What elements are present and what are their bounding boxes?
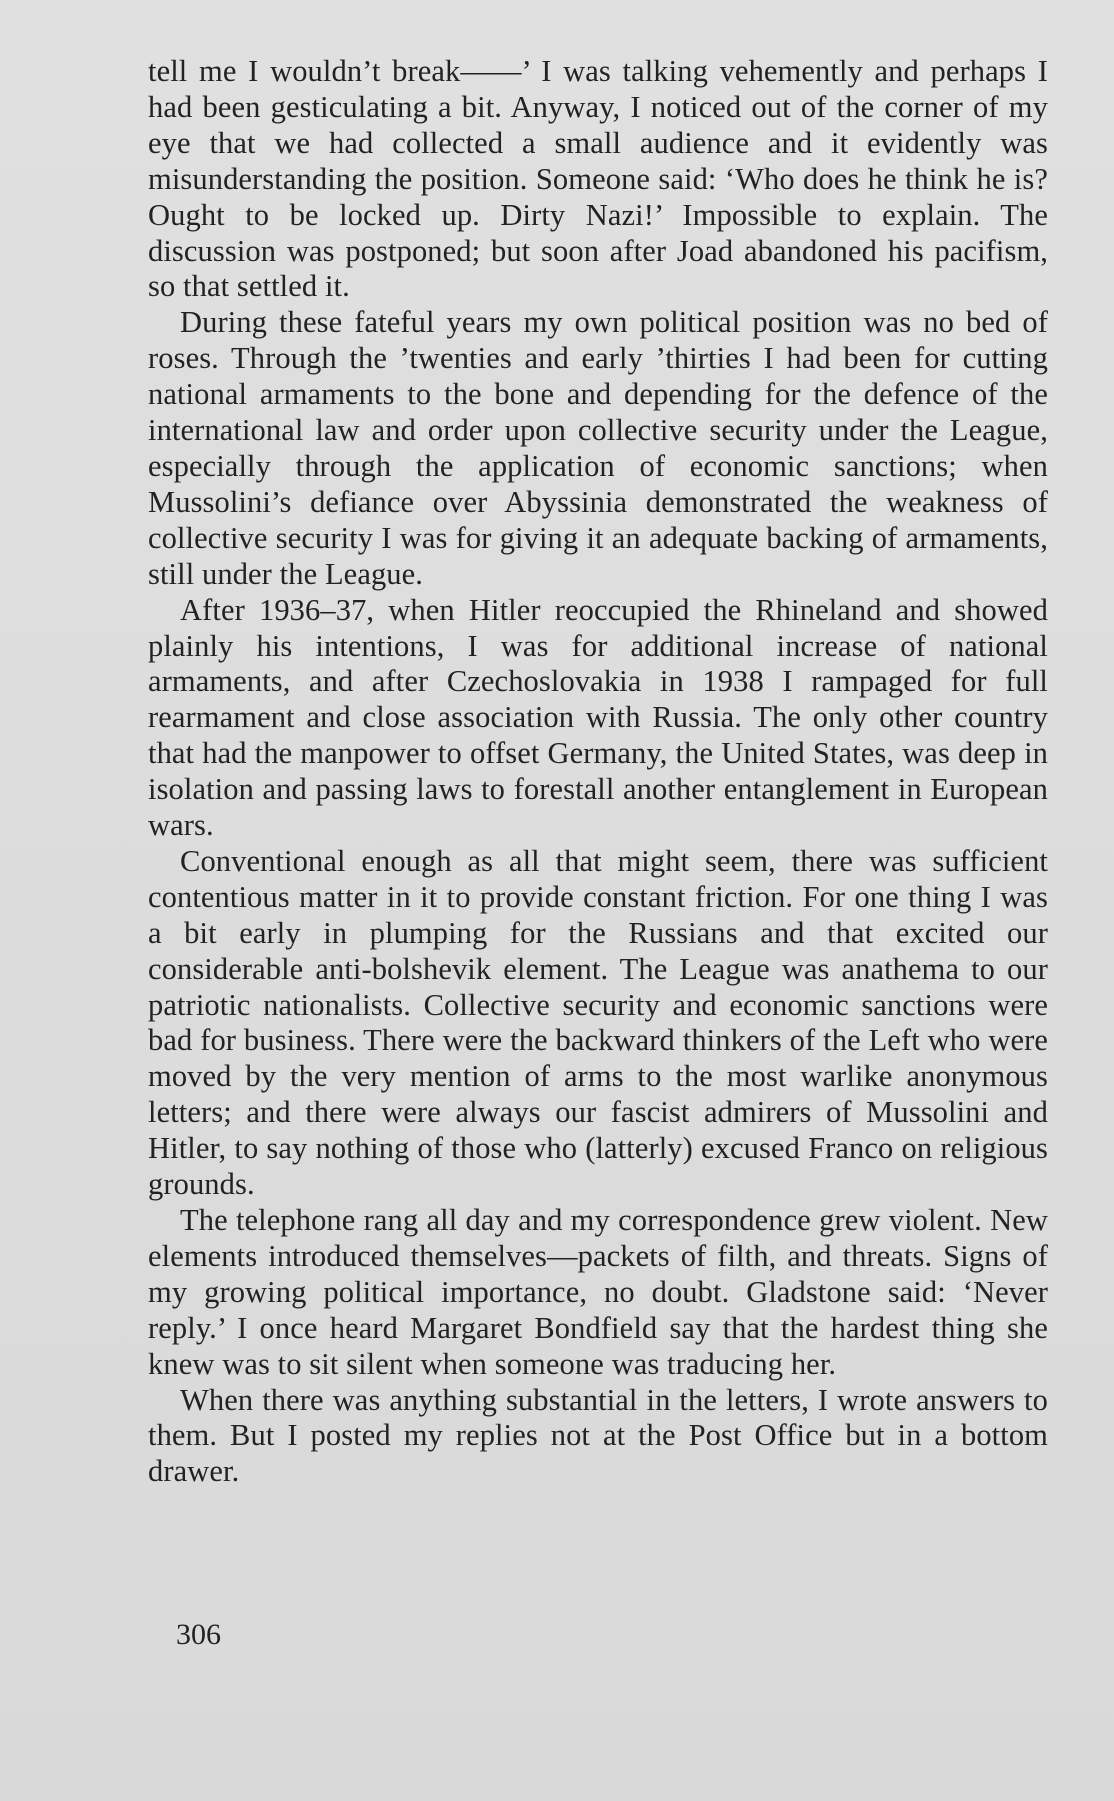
paragraph-telephone: The telephone rang all day and my correspondence grew violent. New elements introduced themselves—packets of filth, and threats. Signs of my growing political importance, no doubt. Gladstone said: ‘Never reply.’ I once heard Margaret Bondfield say that the hardest thing she knew was to sit silent when someone was traducing her. (148, 1203, 1048, 1381)
paragraph-contentious-matter: Conventional enough as all that might seem, there was sufficient contentious matter in it to provide constant friction. For one thing I was a bit early in plumping for the Russians and that excited our considerable anti-bolshevik element. The League was anathema to our patriotic nationalists. Collective security and economic sanctions were bad for business. There were the backward thinkers of the Left who were moved by the very mention of arms to the most warlike anonymous letters; and there were always our fascist admirers of Mussolini and Hitler, to say nothing of those who (latterly) excused Franco on religious grounds. (148, 843, 1048, 1202)
paragraph-letters: When there was anything substantial in the letters, I wrote answers to them. But I posted my replies not at the Post Office but in a bottom drawer. (148, 1382, 1048, 1489)
paragraph-political-position: During these fateful years my own political position was no bed of roses. Through the ’twenties and early ’thirties I had been for cutting national armaments to the bone and depending for the defence of the international law and order upon collective security under the League, especially through the application of economic sanctions; when Mussolini’s defiance over Abyssinia demonstrated the weakness of collective security I was for giving it an adequate backing of armaments, still under the League. (148, 305, 1048, 591)
body-text (148, 54, 1048, 1490)
page-number: 306 (176, 1618, 221, 1651)
paragraph-continued: tell me I wouldn’t break——’ I was talking vehemently and perhaps I had been gesticulating a bit. Anyway, I noticed out of the corner of my eye that we had collected a small audience and it evidently was misunderstanding the position. Someone said: ‘Who does he think he is? Ought to be locked up. Dirty Nazi!’ Impossible to explain. The discussion was postponed; but soon after Joad abandoned his pacifism, so that settled it. (148, 54, 1048, 304)
paragraph-rearmament: After 1936–37, when Hitler reoccupied the Rhineland and showed plainly his intentions, I was for additional increase of national armaments, and after Czechoslovakia in 1938 I rampaged for full rearmament and close association with Russia. The only other country that had the manpower to offset Germany, the United States, was deep in isolation and passing laws to forestall another entanglement in European wars. (148, 592, 1048, 843)
